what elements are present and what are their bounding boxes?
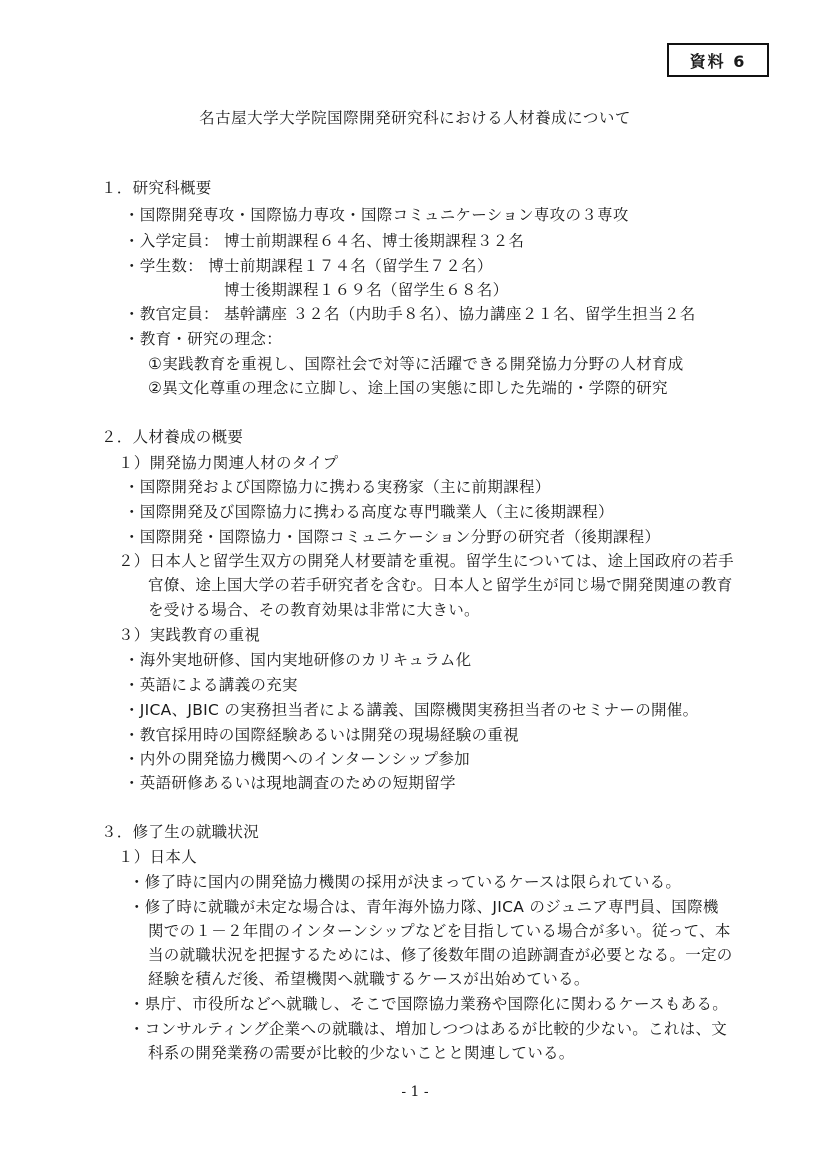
list-subitem: ①実践教育を重視し、国際社会で対等に活躍できる開発協力分野の人材育成 [148, 355, 684, 373]
list-item-continuation: 博士後期課程１６９名（留学生６８名） [224, 281, 509, 299]
list-item: ・国際開発専攻・国際協力専攻・国際コミュニケーション専攻の３専攻 [124, 206, 629, 224]
document-title: 名古屋大学大学院国際開発研究科における人材養成について [199, 109, 631, 127]
list-item: ・修了時に就職が未定な場合は、青年海外協力隊、JICA のジュニア専門員、国際機 [129, 898, 719, 916]
list-item: ・JICA、JBIC の実務担当者による講義、国際機関実務担当者のセミナーの開催。 [124, 701, 699, 719]
list-item: ・修了時に国内の開発協力機関の採用が決まっているケースは限られている。 [129, 873, 682, 891]
list-item: ・国際開発及び国際協力に携わる高度な専門職業人（主に後期課程） [124, 503, 614, 521]
list-item: ・学生数： 博士前期課程１７４名（留学生７２名） [124, 257, 493, 275]
document-label: 資料 6 [689, 51, 747, 71]
section-heading: １．研究科概要 [101, 179, 212, 197]
section-heading: ３．修了生の就職状況 [101, 823, 260, 841]
list-item: ・教官定員： 基幹講座 ３２名（内助手８名）、協力講座２１名、留学生担当２名 [124, 305, 696, 323]
section-heading: ２．人材養成の概要 [101, 428, 244, 446]
list-item: ・英語による講義の充実 [124, 676, 298, 694]
list-item: ・英語研修あるいは現地調査のための短期留学 [124, 774, 456, 792]
list-item: ・入学定員： 博士前期課程６４名、博士後期課程３２名 [124, 232, 525, 250]
subsection-heading: １）日本人 [118, 848, 198, 866]
list-item: ・国際開発・国際協力・国際コミュニケーション分野の研究者（後期課程） [124, 528, 661, 546]
subsection-heading: ２）日本人と留学生双方の開発人材要請を重視。留学生については、途上国政府の若手 [118, 552, 734, 570]
paragraph-line: 官僚、途上国大学の若手研究者を含む。日本人と留学生が同じ場で開発関連の教育 [148, 576, 733, 594]
list-item: ・海外実地研修、国内実地研修のカリキュラム化 [124, 651, 472, 669]
list-item: ・教官採用時の国際経験あるいは開発の現場経験の重視 [124, 726, 520, 744]
page-number: - 1 - [401, 1084, 429, 1100]
paragraph-line: 経験を積んだ後、希望機関へ就職するケースが出始めている。 [148, 970, 590, 988]
subsection-heading: １）開発協力関連人材のタイプ [118, 454, 339, 472]
list-item: ・国際開発および国際協力に携わる実務家（主に前期課程） [124, 478, 551, 496]
paragraph-line: 科系の開発業務の需要が比較的少ないことと関連している。 [148, 1044, 575, 1062]
list-item: ・コンサルティング企業への就職は、増加しつつはあるが比較的少ない。これは、文 [129, 1020, 728, 1038]
paragraph-line: 関での１－２年間のインターンシップなどを目指している場合が多い。従って、本 [148, 922, 731, 940]
list-item: ・教育・研究の理念： [124, 330, 283, 348]
document-label-box [667, 43, 769, 77]
paragraph-line: を受ける場合、その教育効果は非常に大きい。 [148, 601, 480, 619]
list-subitem: ②異文化尊重の理念に立脚し、途上国の実態に即した先端的・学際的研究 [148, 379, 668, 397]
list-item: ・県庁、市役所などへ就職し、そこで国際協力業務や国際化に関わるケースもある。 [129, 995, 729, 1013]
paragraph-line: 当の就職状況を把握するためには、修了後数年間の追跡調査が必要となる。一定の [148, 946, 733, 964]
list-item: ・内外の開発協力機関へのインターンシップ参加 [124, 750, 470, 768]
subsection-heading: ３）実践教育の重視 [118, 626, 261, 644]
